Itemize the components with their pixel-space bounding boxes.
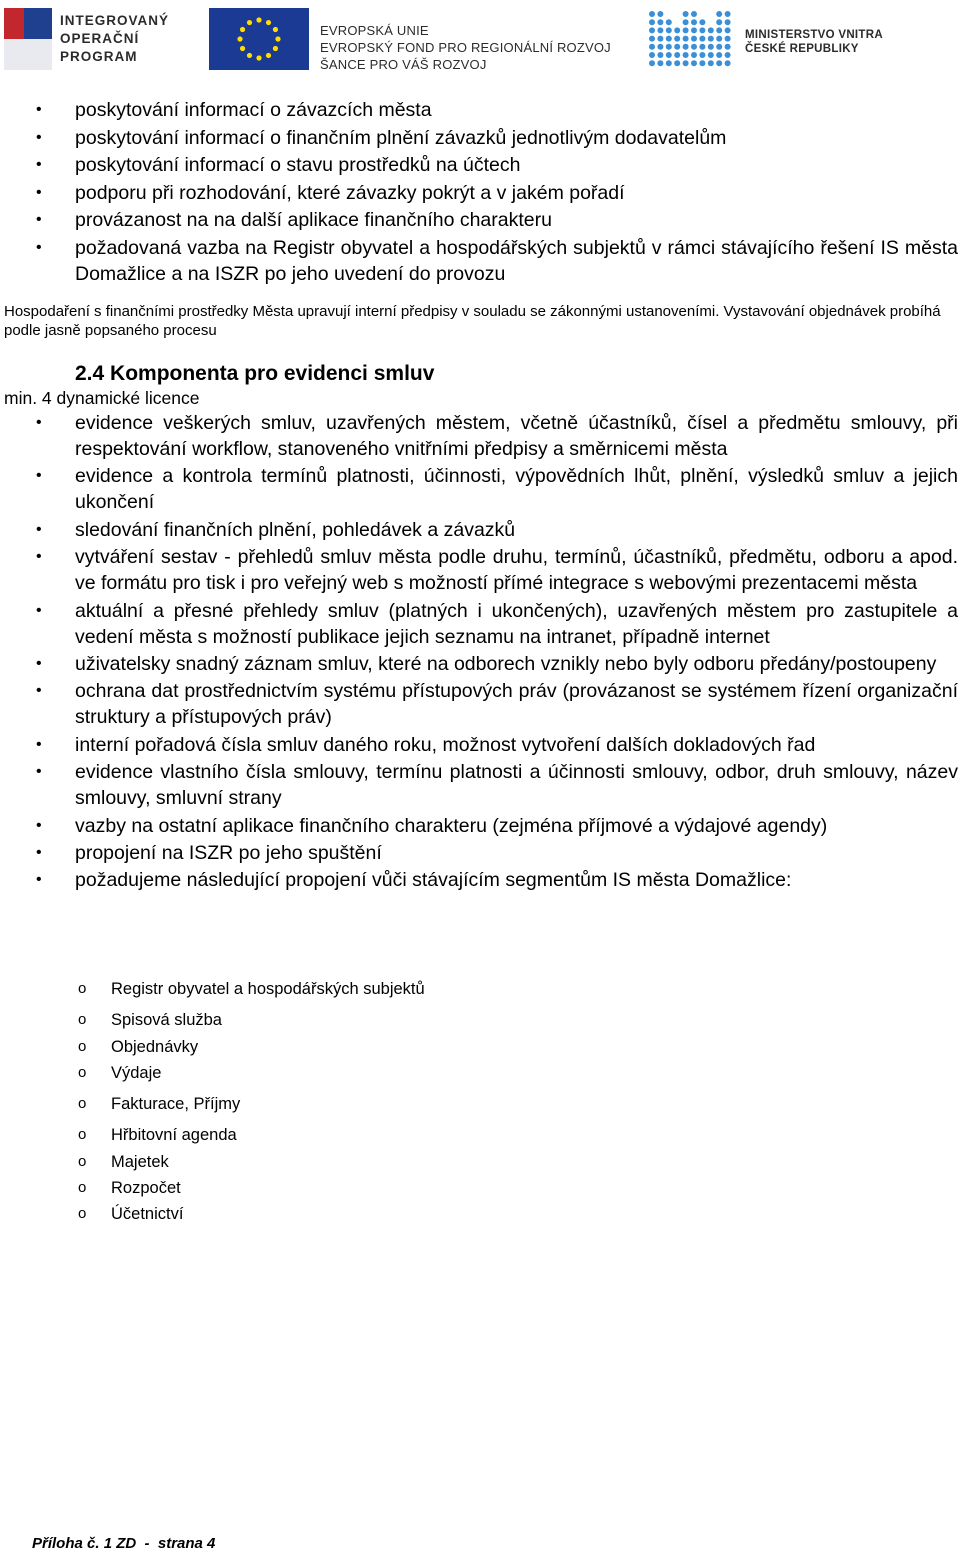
eu-line-2: EVROPSKÝ FOND PRO REGIONÁLNÍ ROZVOJ — [320, 40, 611, 55]
ministry-dot-icon — [674, 27, 680, 33]
eu-star-icon — [273, 46, 278, 51]
ministry-dot-icon — [716, 60, 722, 66]
circle-bullet-icon: o — [78, 1095, 87, 1112]
iop-flag-icon — [4, 8, 52, 70]
finance-note-paragraph: Hospodaření s finančními prostředky Města upravují interní předpisy v souladu se zákonnými ustanoveními. Vystavování objednávek probíhá podle jasně popsaného procesu — [4, 303, 941, 339]
iop-line-1: INTEGROVANÝ — [60, 13, 170, 28]
list-item: • požadovaná vazba na Registr obyvatel a hospodářských subjektů v rámci stávajícího řešení IS města Domažlice a na ISZR po jeho uvedení do provozu — [36, 236, 958, 285]
circle-bullet-icon: o — [78, 1038, 87, 1055]
circle-bullet-icon: o — [78, 1179, 87, 1196]
ministry-dot-icon — [716, 27, 722, 33]
bullet-icon: • — [36, 414, 42, 431]
bullet-icon: • — [36, 682, 42, 700]
bullet-icon: • — [36, 183, 42, 201]
ministry-dot-icon — [666, 44, 672, 50]
eu-star-icon — [266, 53, 271, 58]
bullet-icon: • — [36, 467, 42, 485]
eu-star-icon — [240, 27, 245, 32]
bullet-icon: • — [36, 735, 42, 753]
ministry-dot-icon — [683, 60, 689, 66]
document-header — [0, 0, 960, 80]
eu-star-icon — [256, 55, 261, 60]
list-item: • poskytování informací o závazcích města — [36, 99, 432, 121]
list-item: • ochrana dat prostřednictvím systému přístupových práv (provázanost se systémem řízení organizační struktury a přístupových práv) — [36, 680, 958, 729]
ministry-dot-icon — [649, 44, 655, 50]
ministry-dot-icon — [683, 52, 689, 58]
circle-bullet-icon: o — [78, 1205, 87, 1222]
list-item: • evidence veškerých smluv, uzavřených městem, včetně účastníků, čísel a předmětu smlouvy, při respektování workflow, stanoveného vnitřními předpisy a směrnicemi města — [36, 412, 958, 460]
bullet-icon: • — [36, 101, 42, 118]
ministry-dot-icon — [666, 60, 672, 66]
eu-star-icon — [237, 36, 242, 41]
ministry-dot-icon — [691, 60, 697, 66]
ministry-dot-icon — [666, 36, 672, 42]
circle-bullet-icon: o — [78, 980, 87, 997]
ministry-dot-icon — [683, 11, 689, 17]
ministry-dot-icon — [666, 52, 672, 58]
ministry-dot-icon — [691, 52, 697, 58]
list-item: • evidence a kontrola termínů platnosti, účinnosti, výpovědních lhůt, plnění, výsledků smluv a jejich ukončení — [36, 465, 958, 514]
ministry-dot-icon — [708, 60, 714, 66]
ministry-dot-icon — [657, 44, 663, 50]
ministry-dot-icon — [657, 27, 663, 33]
bullet-icon: • — [36, 871, 42, 889]
ministry-dot-icon — [657, 60, 663, 66]
ministry-dot-icon — [699, 27, 705, 33]
ministry-dot-icon — [725, 36, 731, 42]
ministry-dot-icon — [649, 52, 655, 58]
ministry-dot-icon — [716, 44, 722, 50]
bullet-icon: • — [36, 843, 42, 861]
ministry-dot-icon — [691, 19, 697, 25]
circle-bullet-icon: o — [78, 1011, 87, 1028]
list-item: • interní pořadová čísla smluv daného roku, možnost vytvoření dalších dokladových řad — [36, 733, 816, 756]
ministry-dot-icon — [725, 19, 731, 25]
ministry-dot-icon — [725, 11, 731, 17]
bullet-icon: • — [36, 211, 42, 229]
list-item: • poskytování informací o finančním plnění závazků jednotlivým dodavatelům — [36, 126, 727, 149]
eu-star-icon — [247, 53, 252, 58]
ministry-dot-icon — [708, 27, 714, 33]
ministry-dot-icon — [649, 36, 655, 42]
ministry-dot-icon — [657, 11, 663, 17]
bullet-icon: • — [36, 128, 42, 146]
list-item: • provázanost na na další aplikace finančního charakteru — [36, 209, 552, 232]
ministry-dot-icon — [649, 19, 655, 25]
ministry-dot-icon — [657, 19, 663, 25]
circle-bullet-icon: o — [78, 1153, 87, 1170]
licence-note: min. 4 dynamické licence — [4, 388, 200, 408]
ministry-dot-icon — [708, 52, 714, 58]
iop-logo-text — [60, 12, 169, 66]
ministry-dot-icon — [674, 44, 680, 50]
list-item: • evidence vlastního čísla smlouvy, termínu platnosti a účinnosti smlouvy, odbor, druh smlouvy, název smlouvy, smluvní strany — [36, 761, 958, 810]
ministry-dot-icon — [683, 19, 689, 25]
ministry-dot-icon — [708, 36, 714, 42]
eu-line-3: ŠANCE PRO VÁŠ ROZVOJ — [320, 57, 487, 72]
ministry-dot-icon — [649, 11, 655, 17]
list-item: • vazby na ostatní aplikace finančního charakteru (zejména příjmové a výdajové agendy) — [36, 814, 828, 837]
eu-logo-text — [320, 22, 611, 73]
ministry-dot-icon — [725, 60, 731, 66]
ministry-dot-icon — [725, 52, 731, 58]
iop-line-2: OPERAČNÍ — [60, 31, 140, 46]
ministry-dot-icon — [657, 52, 663, 58]
bullet-icon: • — [36, 816, 42, 834]
ministry-dot-icon — [725, 27, 731, 33]
eu-star-icon — [247, 20, 252, 25]
ministry-dot-icon — [691, 27, 697, 33]
ministry-dot-icon — [649, 27, 655, 33]
ministry-dot-icon — [716, 11, 722, 17]
section-heading: 2.4 Komponenta pro evidenci smluv — [75, 362, 435, 385]
eu-star-icon — [275, 36, 280, 41]
ministry-dot-icon — [691, 36, 697, 42]
list-item: • uživatelsky snadný záznam smluv, které na odborech vznikly nebo byly odboru předány/postoupeny — [36, 652, 937, 675]
bullet-icon: • — [36, 156, 42, 174]
list-item: • aktuální a přesné přehledy smluv (platných i ukončených), uzavřených městem pro zastupitele a vedení města s možností publikace jejich seznamu na intranet, případně internet — [36, 599, 958, 648]
eu-flag-icon — [209, 8, 309, 70]
eu-line-1: EVROPSKÁ UNIE — [320, 23, 429, 38]
bullet-icon: • — [36, 238, 42, 256]
requirements-list-2 — [0, 410, 960, 895]
bullet-icon: • — [36, 601, 42, 619]
ministry-dot-icon — [674, 60, 680, 66]
ministry-dot-icon — [666, 19, 672, 25]
page-footer: Příloha č. 1 ZD - strana 4 — [32, 1535, 216, 1552]
iop-line-3: PROGRAM — [60, 49, 138, 64]
bullet-icon: • — [36, 548, 42, 566]
list-item: • vytváření sestav - přehledů smluv města podle druhu, termínů, účastníků, předmětu, odboru a apod. ve formátu pro tisk i pro veřejný web s možností přímé integrace s webovými prezentacemi města — [36, 546, 958, 595]
ministry-line-1: MINISTERSTVO VNITRA — [745, 29, 883, 41]
list-item: • sledování finančních plnění, pohledávek a závazků — [36, 518, 516, 541]
eu-star-icon — [273, 27, 278, 32]
ministry-dot-icon — [666, 27, 672, 33]
ministry-dot-icon — [683, 27, 689, 33]
list-item: • podporu při rozhodování, které závazky pokrýt a v jakém pořadí — [36, 181, 625, 204]
list-item: • propojení na ISZR po jeho spuštění — [36, 841, 382, 864]
ministry-dot-icon — [674, 52, 680, 58]
ministry-dot-icon — [649, 60, 655, 66]
ministry-dot-icon — [683, 44, 689, 50]
circle-bullet-icon: o — [78, 1064, 87, 1081]
ministry-dot-icon — [683, 36, 689, 42]
bullet-icon: • — [36, 654, 42, 672]
ministry-dot-icon — [699, 36, 705, 42]
iop-logo — [4, 8, 184, 70]
ministry-logo-icon — [648, 10, 732, 68]
bullet-icon: • — [36, 763, 42, 781]
bullet-icon: • — [36, 520, 42, 538]
ministry-dot-icon — [699, 60, 705, 66]
ministry-dot-icon — [716, 36, 722, 42]
circle-bullet-icon: o — [78, 1126, 87, 1143]
list-item: • poskytování informací o stavu prostředků na účtech — [36, 154, 521, 177]
ministry-dot-icon — [657, 36, 663, 42]
ministry-logo-text — [745, 28, 883, 56]
eu-star-icon — [266, 20, 271, 25]
ministry-dot-icon — [699, 52, 705, 58]
ministry-dot-icon — [674, 36, 680, 42]
ministry-line-2: ČESKÉ REPUBLIKY — [745, 43, 859, 55]
ministry-dot-icon — [691, 11, 697, 17]
eu-star-icon — [240, 46, 245, 51]
ministry-dot-icon — [716, 19, 722, 25]
ministry-dot-icon — [716, 52, 722, 58]
ministry-dot-icon — [725, 44, 731, 50]
requirements-list-1 — [0, 97, 960, 289]
ministry-dot-icon — [699, 19, 705, 25]
eu-star-icon — [256, 17, 261, 22]
ministry-dot-icon — [691, 44, 697, 50]
ministry-dot-icon — [708, 44, 714, 50]
ministry-dot-icon — [699, 44, 705, 50]
list-item: • požadujeme následující propojení vůči stávajícím segmentům IS města Domažlice: — [36, 869, 792, 892]
